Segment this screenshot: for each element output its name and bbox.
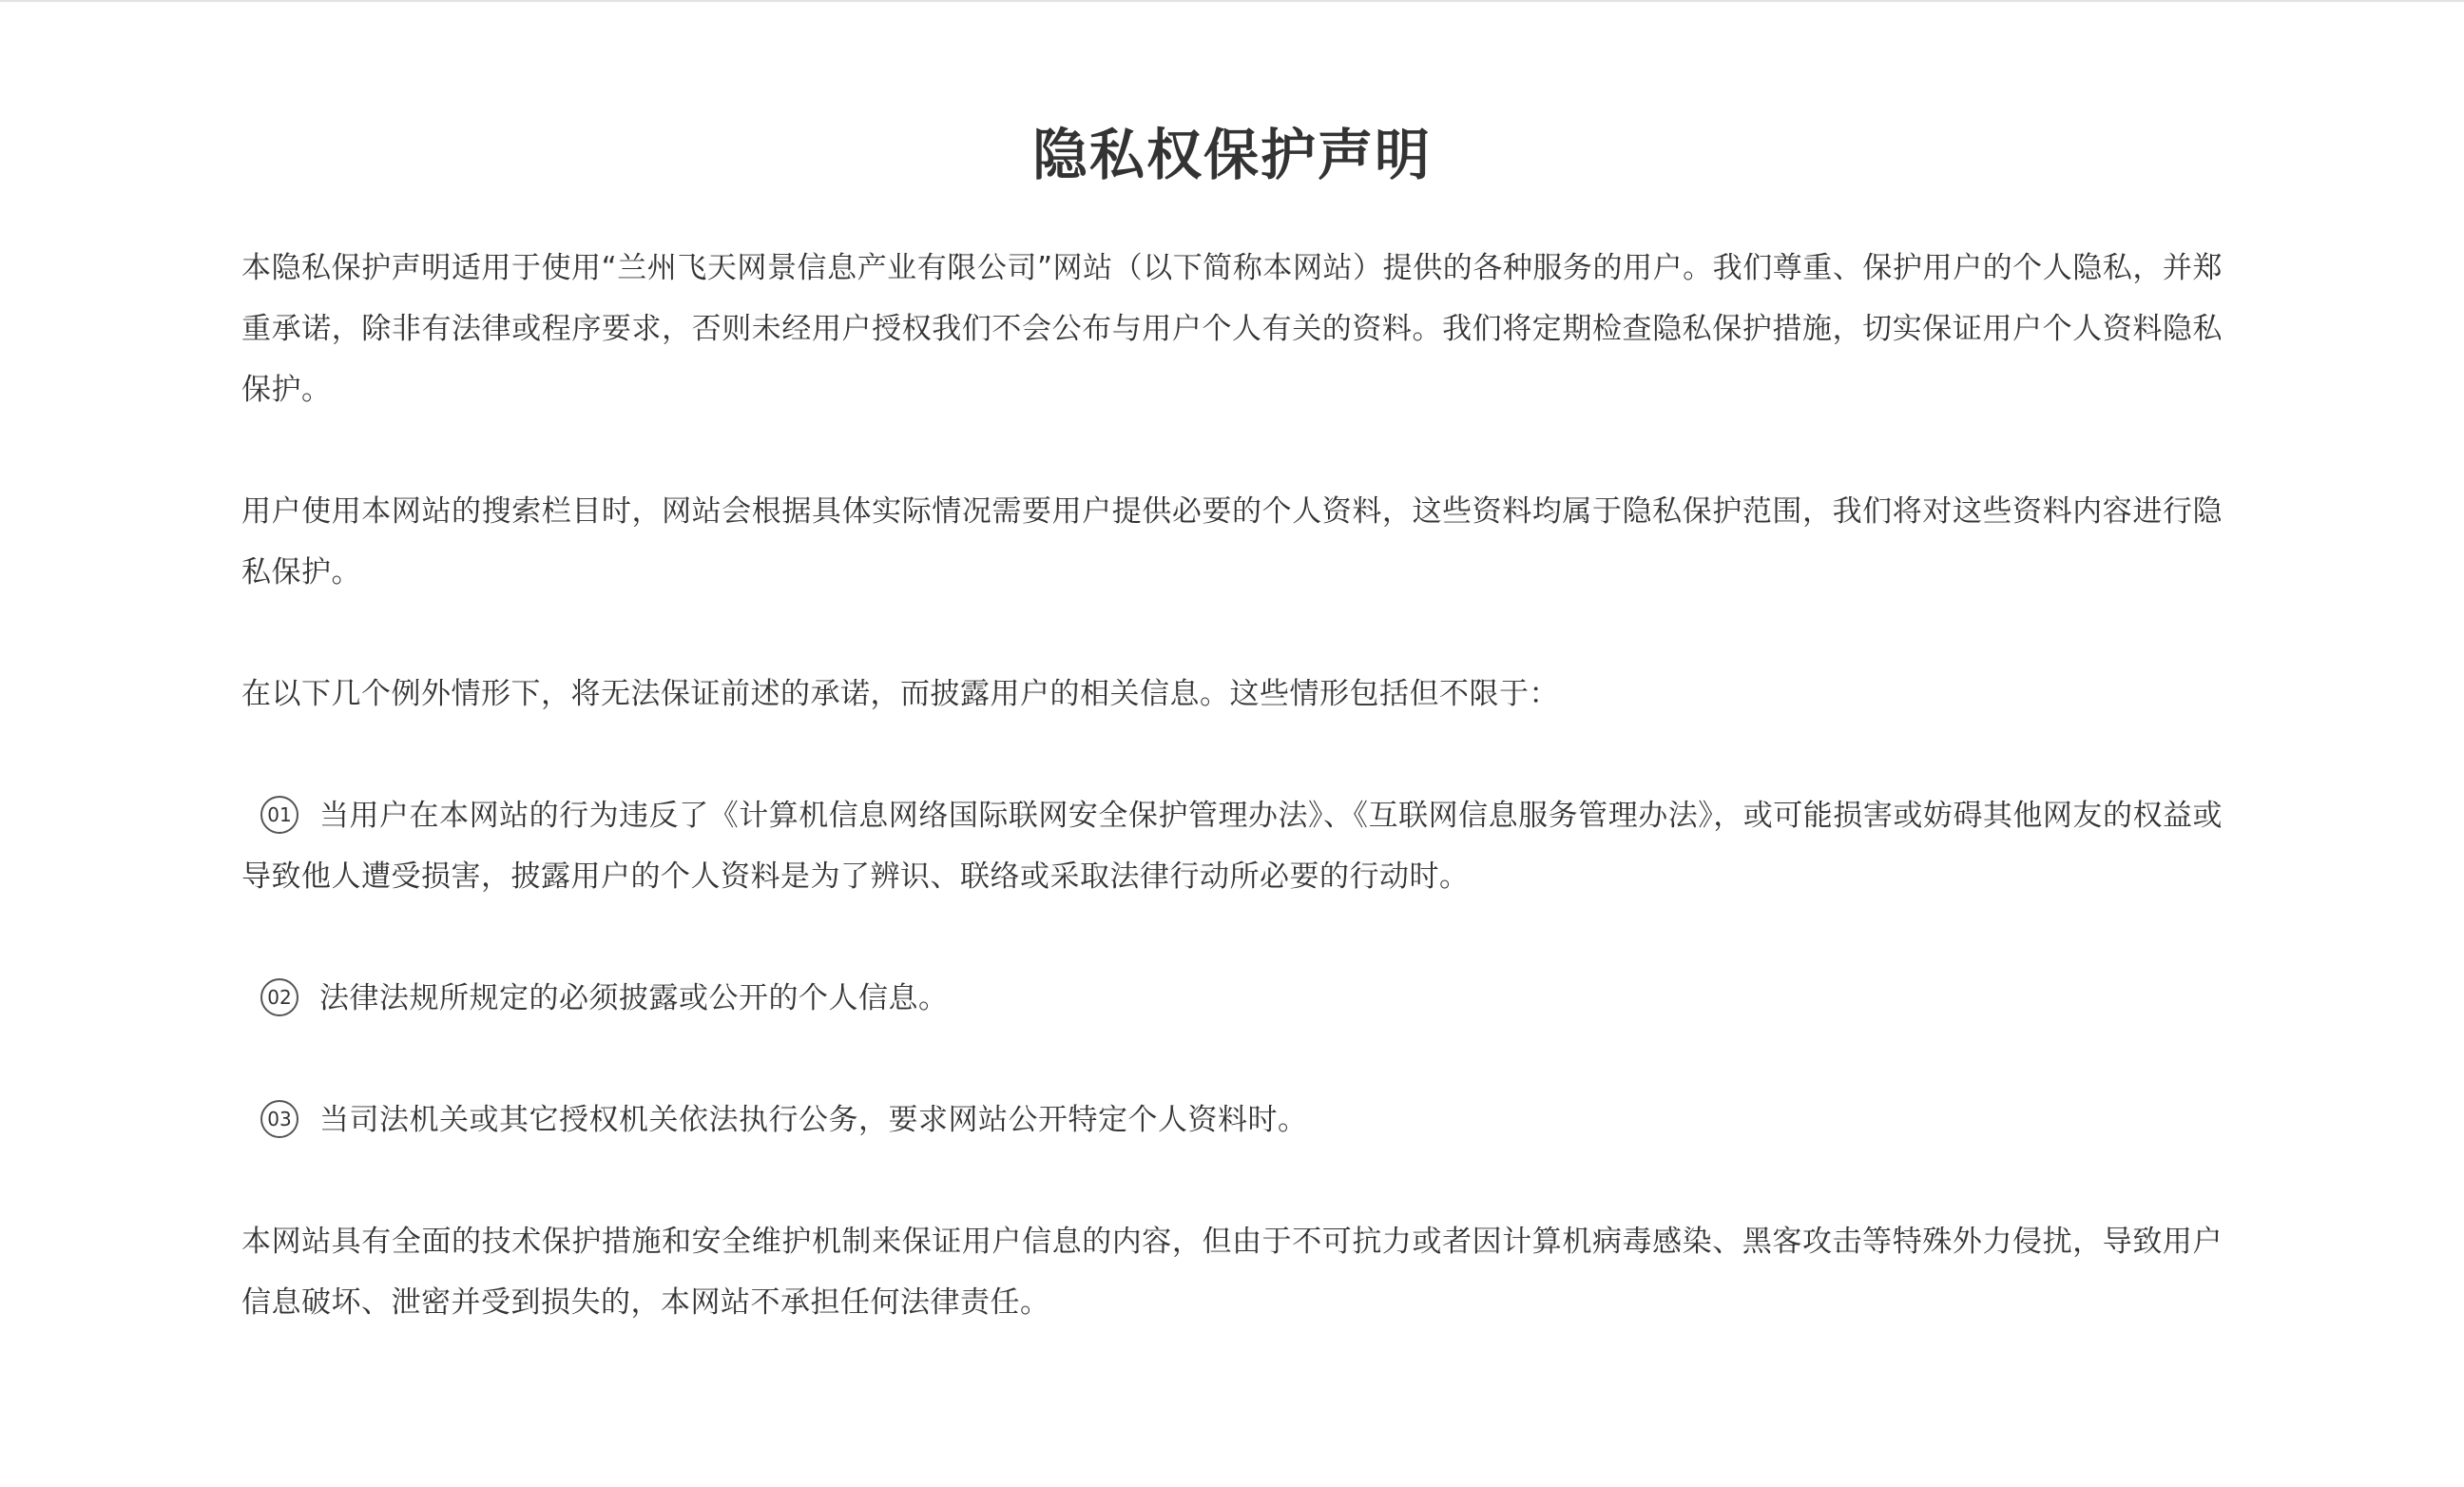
list-item-text: 法律法规所规定的必须披露或公开的个人信息。 [319,981,949,1015]
number-badge-icon: 03 [260,1100,298,1138]
list-item-text: 当用户在本网站的行为违反了《计算机信息网络国际联网安全保护管理办法》、《互联网信息服务管理办法》，或可能损害或妨碍其他网友的权益或导致他人遭受损害，披露用户的个人资料是为了辨识、联络或采取法律行动所必要的行动时。 [241,799,2223,894]
list-item [241,1090,2223,1150]
page-title: 隐私权保护声明 [1031,123,1432,187]
statement-content [241,238,2223,1333]
paragraph-exceptions: 在以下几个例外情形下，将无法保证前述的承诺，而披露用户的相关信息。这些情形包括但不限于： [241,677,1559,711]
list-item-text: 当司法机关或其它授权机关依法执行公务，要求网站公开特定个人资料时。 [319,1103,1308,1137]
paragraph-intro: 本隐私保护声明适用于使用“兰州飞天网景信息产业有限公司”网站（以下简称本网站）提供的各种服务的用户。我们尊重、保护用户的个人隐私，并郑重承诺，除非有法律或程序要求，否则未经用户授权我们不会公布与用户个人有关的资料。我们将定期检查隐私保护措施，切实保证用户个人资料隐私保护。 [241,251,2223,407]
number-badge-icon: 01 [260,796,298,834]
list-item [241,785,2223,907]
paragraph-liability: 本网站具有全面的技术保护措施和安全维护机制来保证用户信息的内容，但由于不可抗力或者因计算机病毒感染、黑客攻击等特殊外力侵扰，导致用户信息破坏、泄密并受到损失的，本网站不承担任何法律责任。 [241,1225,2223,1320]
number-badge-icon: 02 [260,978,298,1016]
top-border-divider [0,0,2464,2]
paragraph-search: 用户使用本网站的搜索栏目时，网站会根据具体实际情况需要用户提供必要的个人资料，这些资料均属于隐私保护范围，我们将对这些资料内容进行隐私保护。 [241,494,2223,589]
list-item [241,968,2223,1029]
privacy-statement-page [241,112,2223,1333]
